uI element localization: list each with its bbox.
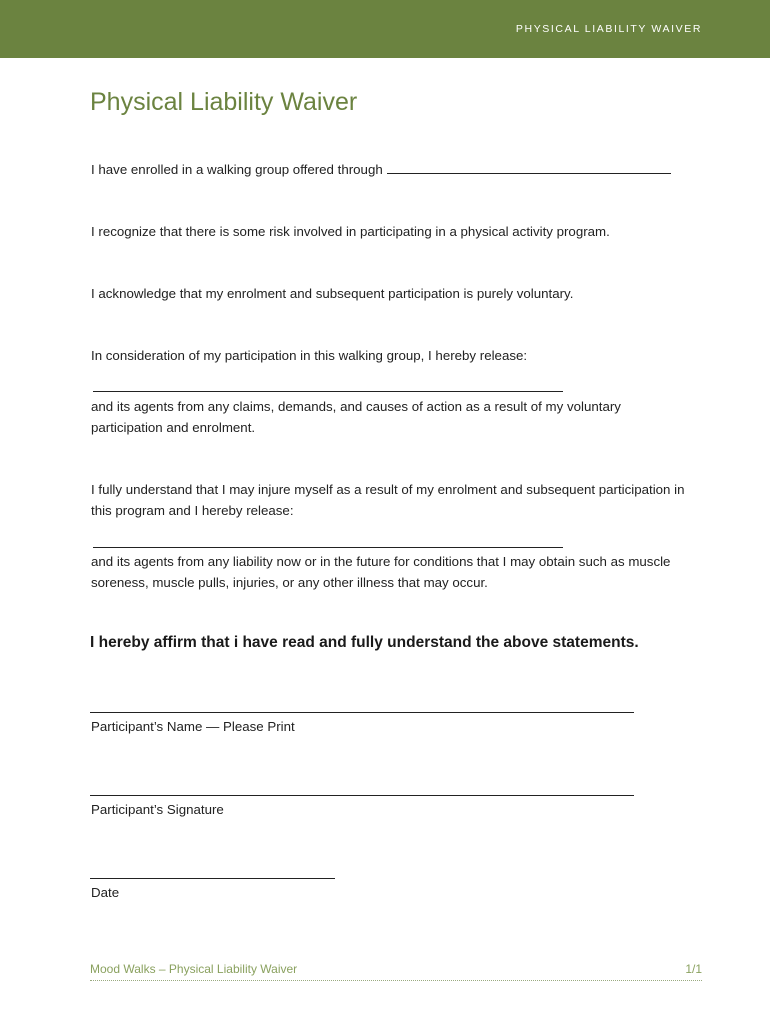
footer-document-name: Mood Walks – Physical Liability Waiver: [90, 962, 298, 976]
participant-signature-field[interactable]: [90, 795, 634, 796]
header-band: [0, 0, 770, 58]
participant-name-label: Participant’s Name — Please Print: [91, 719, 295, 734]
enrolled-statement: [91, 160, 696, 181]
affirmation-statement: I hereby affirm that i have read and fully understand the above statements.: [90, 634, 639, 651]
understand-statement: I fully understand that I may injure myself as a result of my enrolment and subsequent participation in this program and I hereby release:: [91, 482, 685, 518]
header-title: PHYSICAL LIABILITY WAIVER: [515, 23, 702, 35]
release-party-blank-field-2[interactable]: [93, 547, 563, 548]
organization-blank-field[interactable]: [387, 161, 671, 174]
consideration-statement: In consideration of my participation in this walking group, I hereby release:: [91, 348, 528, 363]
participant-name-field[interactable]: [90, 712, 634, 713]
participant-signature-label: Participant’s Signature: [91, 802, 224, 817]
voluntary-statement: I acknowledge that my enrolment and subsequent participation is purely voluntary.: [91, 286, 574, 301]
footer-divider: [90, 980, 702, 981]
date-label: Date: [91, 885, 120, 900]
document-title: Physical Liability Waiver: [90, 88, 358, 116]
footer-page-number: 1/1: [685, 962, 702, 976]
release-liability-statement: and its agents from any liability now or in the future for conditions that I may obtain such as muscle soreness, muscle pulls, injuries, or any other illness that may occur.: [91, 554, 671, 590]
risk-statement: I recognize that there is some risk involved in participating in a physical activity program.: [91, 224, 610, 239]
release-party-blank-field-1[interactable]: [93, 391, 563, 392]
release-claims-statement: and its agents from any claims, demands, and causes of action as a result of my voluntary participation and enrolment.: [91, 399, 621, 435]
date-field[interactable]: [90, 878, 335, 879]
enrolled-text: I have enrolled in a walking group offered through: [91, 162, 383, 177]
